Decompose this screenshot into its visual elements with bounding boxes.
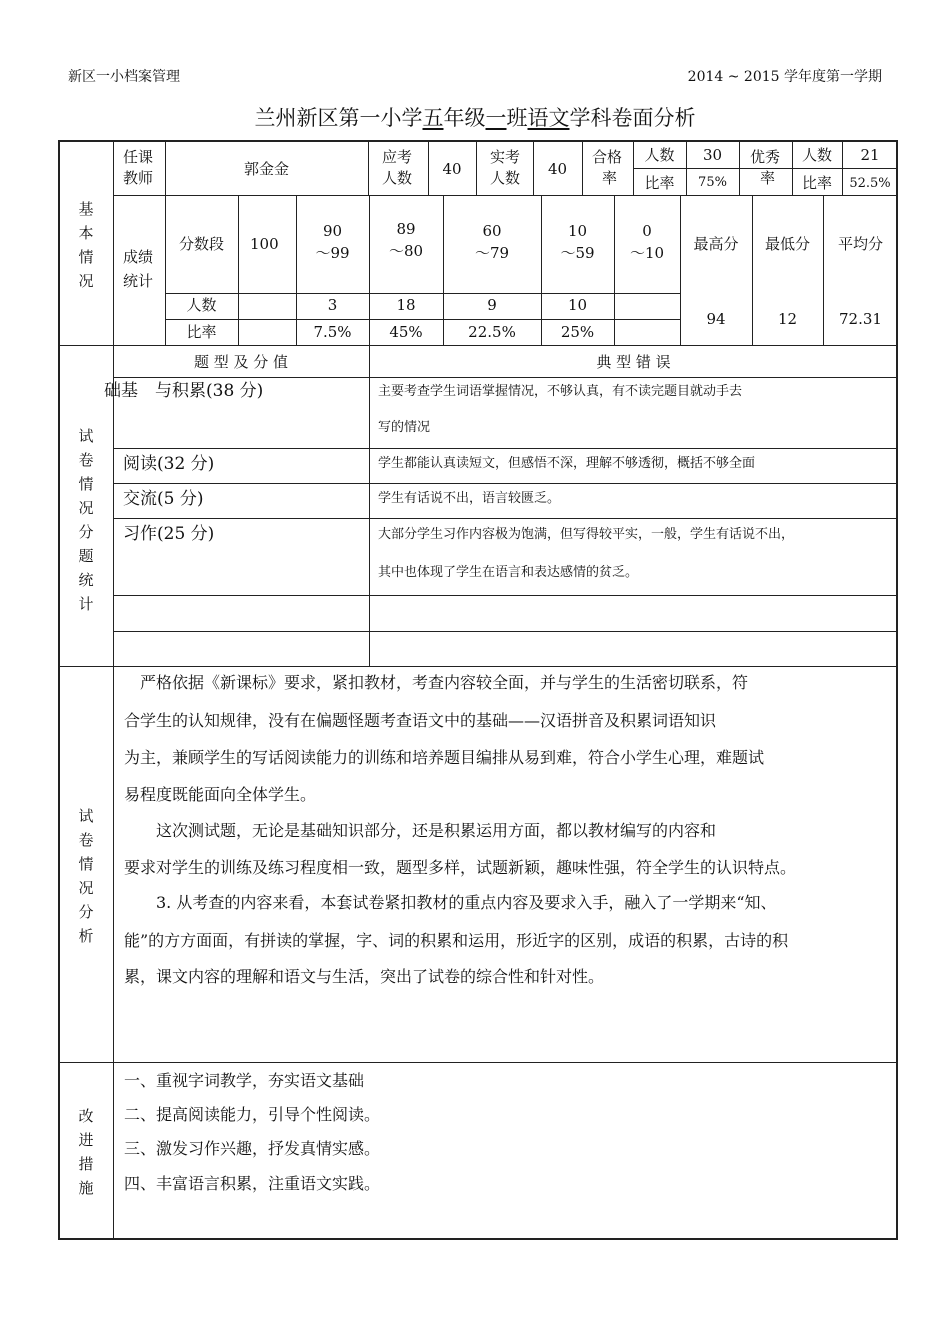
count-cell: 18 [396,296,416,314]
analysis-line: 要求对学生的训练及练习程度相一致，题型多样，试题新颖，趣味性强，符全学生的认识特点。 [124,858,797,877]
segment-10-59: 10 ～59 [560,222,595,262]
line [614,195,615,345]
error-header: 典 型 错 误 [596,353,671,371]
score-label: 成绩 统计 [123,248,154,290]
line [113,195,898,196]
line [369,345,370,666]
count-cell: 3 [327,296,338,314]
line [113,142,114,1238]
section-label-analysis: 试卷情况分析 [78,807,94,945]
segment-90-99: 90 ～99 [315,222,350,262]
pass-count-label: 人数 [644,146,675,164]
line [582,142,583,195]
excellent-label: 优秀 率 [750,148,781,187]
analysis-line: 累，课文内容的理解和语文与生活，突出了试卷的综合性和针对性。 [124,967,605,986]
pass-rate: 75% [698,175,727,190]
question-type-writing: 习作(25 分) [123,524,215,544]
title-class: 一 [485,106,507,130]
actual-label: 实考 人数 [490,148,521,187]
rate-cell: 25% [560,323,595,341]
error-text: 学生都能认真读短文，但感悟不深，理解不够透彻，概括不够全面 [378,456,756,471]
line [113,518,898,519]
measure-item: 四、丰富语言积累，注重语文实践。 [124,1174,381,1193]
analysis-line: 这次测试题，无论是基础知识部分，还是积累运用方面，都以教材编写的内容和 [124,821,717,840]
excellent-count-label: 人数 [801,146,832,164]
section-label-questions: 试卷情况分题统计 [78,427,94,613]
line [476,142,477,195]
error-text: 写的情况 [378,420,431,435]
min-label: 最低分 [764,235,810,253]
measure-item: 一、重视字词教学，夯实语文基础 [124,1071,365,1090]
line [368,142,369,195]
section-label-measures: 改进措施 [78,1107,94,1197]
line [60,1062,898,1063]
analysis-line: 能”的方方面面，有拼读的掌握，字、词的积累和运用，形近字的区别，成语的积累，古诗的积 [124,931,789,950]
min-score: 12 [777,310,798,328]
header-left: 新区一小档案管理 [68,69,180,85]
line [165,293,680,294]
measure-item: 三、激发习作兴趣，抒发真情实感。 [124,1139,381,1158]
error-text: 学生有话说不出，语言较匮乏。 [378,491,561,506]
line [113,483,898,484]
analysis-line: 合学生的认知规律，没有在偏题怪题考查语文中的基础——汉语拼音及积累词语知识 [124,711,717,730]
teacher-name: 郭金金 [243,160,289,178]
actual-count: 40 [547,160,568,178]
count-cell: 9 [487,296,497,314]
max-score: 94 [706,310,726,328]
analysis-line: 严格依据《新课标》要求，紧扣教材，考查内容较全面，并与学生的生活密切联系，符 [124,673,749,692]
line [113,631,898,632]
header-right: 2014 ~ 2015 学年度第一学期 [687,69,882,85]
line [113,377,898,378]
avg-score: 72.31 [839,310,882,328]
question-type-communication: 交流(5 分) [123,489,204,509]
count-cell: 10 [567,296,588,314]
line [739,142,740,195]
line [113,595,898,596]
question-type-reading: 阅读(32 分) [123,454,215,474]
excellent-rate: 52.5% [849,176,891,191]
line [60,345,898,346]
analysis-line: 为主，兼顾学生的写话阅读能力的训练和培养题目编排从易到难，符合小学生心理，难题试 [124,748,765,767]
question-type-basic: 础基 与积累(38 分) [104,381,264,401]
rate-cell: 7.5% [313,323,352,341]
page-title: 兰州新区第一小学五年级一班语文学科卷面分析 [254,106,696,130]
line [113,448,898,449]
analysis-line: 3. 从考查的内容来看，本套试卷紧扣教材的重点内容及要求入手，融入了一学期来“知、 [124,893,777,912]
title-subject: 语文 [527,106,570,130]
excellent-count: 21 [860,146,880,164]
rate-cell: 45% [389,323,423,341]
segment-label: 分数段 [178,235,224,253]
expected-count: 40 [442,160,462,178]
expected-label: 应考 人数 [382,148,413,187]
segment-60-79: 60 ～79 [474,222,510,262]
segment-100: 100 [250,235,279,253]
line [165,319,680,320]
rate-cell: 22.5% [468,323,516,341]
error-text: 大部分学生习作内容极为饱满，但写得较平实，一般，学生有话说不出， [378,527,795,542]
error-text: 主要考查学生词语掌握情况，不够认真，有不读完题目就动手去 [378,384,743,399]
pass-rate-label: 比率 [644,174,675,192]
pass-count: 30 [702,146,723,164]
error-text: 其中也体现了学生在语言和表达感情的贫乏。 [378,565,639,580]
type-header: 题 型 及 分 值 [193,353,289,371]
title-grade: 五 [422,106,444,130]
teacher-label: 任课 教师 [123,148,154,187]
line [238,195,239,345]
analysis-line: 易程度既能面向全体学生。 [124,785,317,804]
segment-0-10: 0 ～10 [629,222,665,262]
measure-item: 二、提高阅读能力，引导个性阅读。 [124,1105,381,1124]
avg-label: 平均分 [837,235,883,253]
count-label: 人数 [186,296,217,314]
line [60,666,898,667]
rate-label: 比率 [186,323,217,341]
max-label: 最高分 [693,235,739,253]
pass-label: 合格 率 [592,148,623,187]
excellent-rate-label: 比率 [801,174,832,192]
segment-80-89: 89 ～80 [388,220,424,260]
section-label-basic: 基本情况 [78,200,94,290]
